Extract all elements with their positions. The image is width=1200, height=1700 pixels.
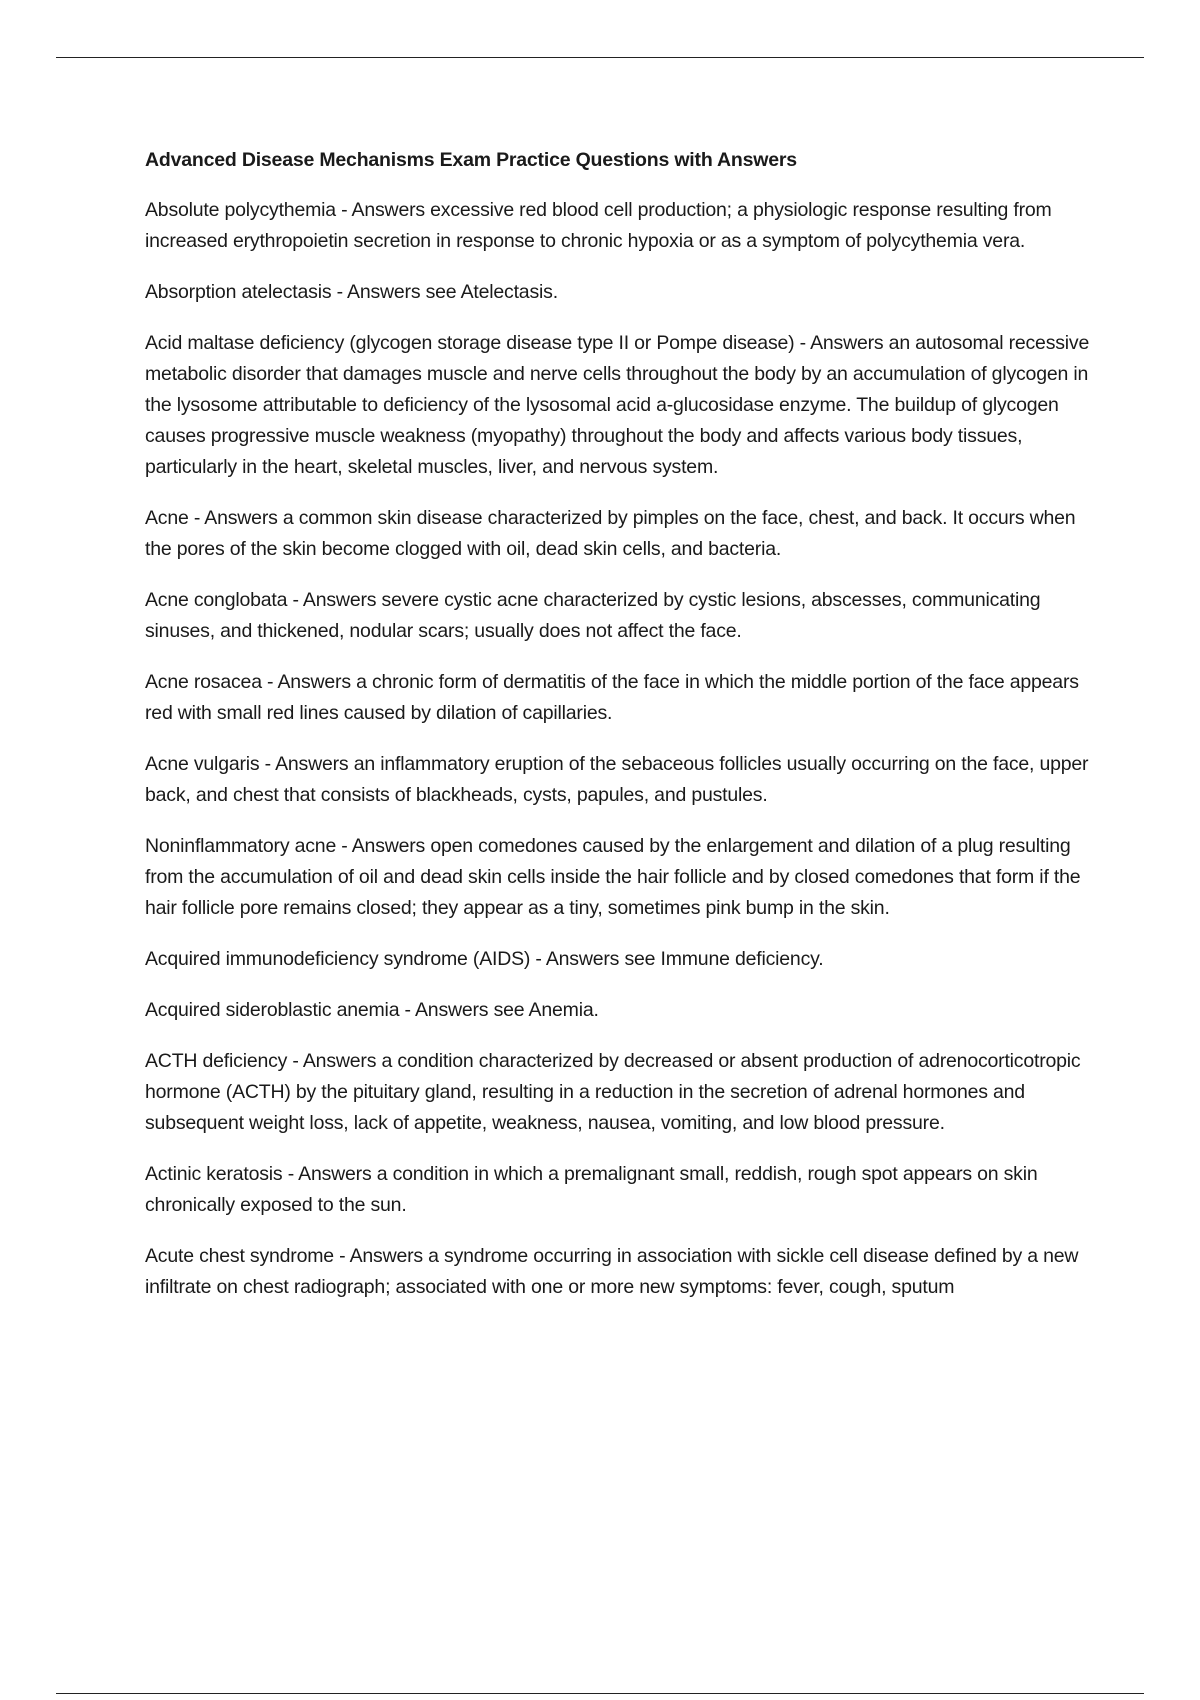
entry-acne: Acne - Answers a common skin disease characterized by pimples on the face, chest, and back. It occurs when the pores of the skin become clogged with oil, dead skin cells, and bacteria. [145, 507, 1076, 560]
entry-actinic-keratosis: Actinic keratosis - Answers a condition in which a premalignant small, reddish, rough spot appears on skin chronically exposed to the sun. [145, 1163, 1038, 1216]
entry-acth-deficiency: ACTH deficiency - Answers a condition characterized by decreased or absent production of adrenocorticotropic hormone (ACTH) by the pituitary gland, resulting in a reduction in the secretion of adrenal hormones and subsequent weight loss, lack of appetite, weakness, nausea, vomiting, and low blood pressure. [145, 1050, 1081, 1134]
entry-acid-maltase-deficiency: Acid maltase deficiency (glycogen storage disease type II or Pompe disease) - Answers an autosomal recessive metabolic disorder that damages muscle and nerve cells throughout the body by an accumulation of glycogen in the lysosome attributable to deficiency of the lysosomal acid a-glucosidase enzyme. The buildup of glycogen causes progressive muscle weakness (myopathy) throughout the body and affects various body tissues, particularly in the heart, skeletal muscles, liver, and nervous system. [145, 332, 1090, 478]
entry-absolute-polycythemia: Absolute polycythemia - Answers excessive red blood cell production; a physiologic response resulting from increased erythropoietin secretion in response to chronic hypoxia or as a symptom of polycythemia vera. [145, 199, 1052, 252]
footer-rule [56, 1693, 1144, 1694]
entry-noninflammatory-acne: Noninflammatory acne - Answers open comedones caused by the enlargement and dilation of a plug resulting from the accumulation of oil and dead skin cells inside the hair follicle and by closed comedones that form if the hair follicle pore remains closed; they appear as a tiny, sometimes pink bump in the skin. [145, 835, 1081, 919]
entry-acne-conglobata: Acne conglobata - Answers severe cystic acne characterized by cystic lesions, abscesses, communicating sinuses, and thickened, nodular scars; usually does not affect the face. [145, 589, 1041, 642]
entry-acne-rosacea: Acne rosacea - Answers a chronic form of dermatitis of the face in which the middle portion of the face appears red with small red lines caused by dilation of capillaries. [145, 671, 1079, 724]
document-title: Advanced Disease Mechanisms Exam Practice Questions with Answers [145, 149, 797, 171]
entry-aids: Acquired immunodeficiency syndrome (AIDS) - Answers see Immune deficiency. [145, 948, 824, 970]
entry-absorption-atelectasis: Absorption atelectasis - Answers see Atelectasis. [145, 281, 558, 303]
header-rule [56, 57, 1144, 58]
entry-acute-chest-syndrome: Acute chest syndrome - Answers a syndrome occurring in association with sickle cell disease defined by a new infiltrate on chest radiograph; associated with one or more new symptoms: fever, cough, sputum [145, 1245, 1079, 1298]
entry-acne-vulgaris: Acne vulgaris - Answers an inflammatory eruption of the sebaceous follicles usually occurring on the face, upper back, and chest that consists of blackheads, cysts, papules, and pustules. [145, 753, 1089, 806]
entry-acquired-sideroblastic-anemia: Acquired sideroblastic anemia - Answers see Anemia. [145, 999, 599, 1021]
document-body [145, 145, 1090, 1323]
